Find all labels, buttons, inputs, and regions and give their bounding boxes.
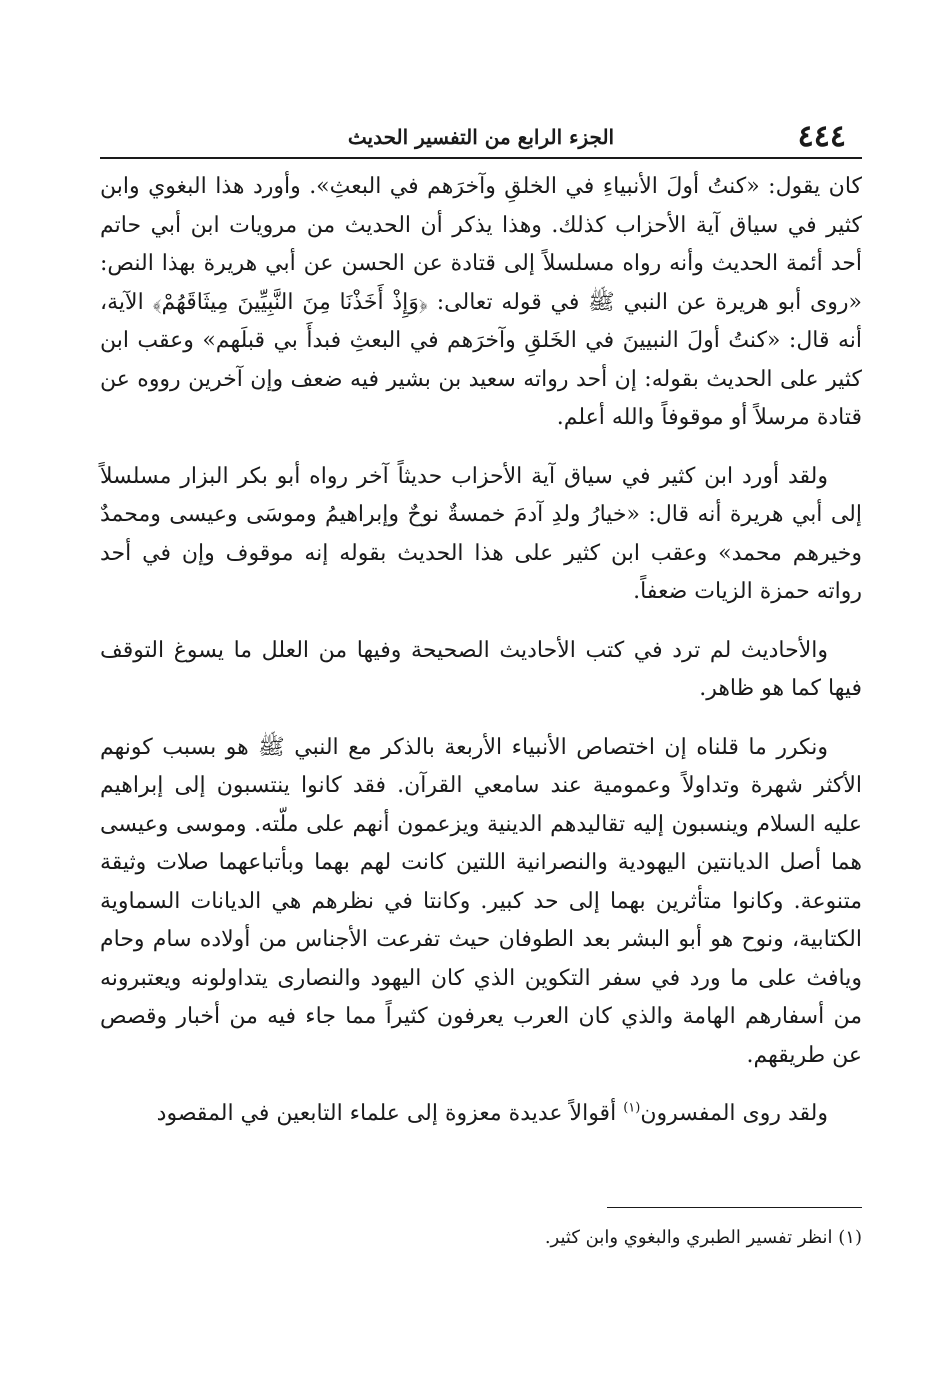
footnote-divider <box>607 1207 862 1208</box>
footnote: (١) انظر تفسير الطبري والبغوي وابن كثير. <box>544 1227 862 1248</box>
page-header <box>100 118 862 156</box>
paragraph-text: ولقد روى المفسرون <box>640 1101 828 1126</box>
paragraph-text: أقوالاً عديدة معزوة إلى علماء التابعين في المقصود <box>156 1101 624 1126</box>
main-text <box>100 168 862 1154</box>
page-number: ٤٤٤ <box>797 119 846 154</box>
header-divider <box>100 157 862 159</box>
paragraph <box>100 1095 862 1134</box>
footnote-reference: (١) <box>623 1100 641 1116</box>
running-title: الجزء الرابع من التفسير الحديث <box>347 125 615 149</box>
paragraph: ونكرر ما قلناه إن اختصاص الأنبياء الأربعة بالذكر مع النبي ﷺ هو بسبب كونهم الأكثر شهرة وتداولاً وعمومية عند سامعي القرآن. فقد كانوا ينتسبون إلى إبراهيم عليه السلام وينسبون إليه تقاليدهم الدينية ويزعمون أنهم على ملّته. وموسى وعيسى هما أصل الديانتين اليهودية والنصرانية اللتين كانت لهم بهما وبأتباعهما صلات وثيقة متنوعة. وكانوا متأثرين بهما إلى حد كبير. وكانتا في نظرهم هي الديانات السماوية الكتابية، ونوح هو أبو البشر بعد الطوفان حيث تفرعت الأجناس من أولاده سام وحام ويافث على ما ورد في سفر التكوين الذي كان اليهود والنصارى يتداولونه ويعتبرونه من أسفارهم الهامة والذي كان العرب يعرفون كثيراً مما جاء فيه من أخبار وقصص عن طريقهم. <box>100 734 862 1068</box>
paragraph: كان يقول: «كنتُ أولَ الأنبياءِ في الخلقِ وآخرَهم في البعثِ». وأورد هذا البغوي وابن كثير في سياق آية الأحزاب كذلك. وهذا يذكر أن الحديث من مرويات ابن أبي حاتم أحد أئمة الحديث وأنه رواه مسلسلاً إلى قتادة عن الحسن عن أبي هريرة بهذا النص: «روى أبو هريرة عن النبي ﷺ في قوله تعالى: ﴿وَإِذْ أَخَذْنَا مِنَ النَّبِيِّينَ مِيثَاقَهُمْ﴾ الآية، أنه قال: «كنتُ أولَ النبيينَ في الخَلقِ وآخرَهم في البعثِ فبدأَ بي قبلَهم» وعقب ابن كثير على الحديث بقوله: إن أحد رواته سعيد بن بشير فيه ضعف وإن آخرين رووه عن قتادة مرسلاً أو موقوفاً والله أعلم. <box>100 174 862 430</box>
paragraph: ولقد أورد ابن كثير في سياق آية الأحزاب حديثاً آخر رواه أبو بكر البزار مسلسلاً إلى أبي هريرة أنه قال: «خيارُ ولدِ آدمَ خمسةٌ نوحٌ وإبراهيمُ وموسَى وعيسى ومحمدٌ وخيرهم محمد» وعقب ابن كثير على هذا الحديث بقوله إنه موقوف وإن في أحد رواته حمزة الزيات ضعفاً. <box>100 463 862 604</box>
footnotes <box>100 1222 862 1254</box>
paragraph: والأحاديث لم ترد في كتب الأحاديث الصحيحة وفيها من العلل ما يسوغ التوقف فيها كما هو ظاهر. <box>100 637 862 701</box>
